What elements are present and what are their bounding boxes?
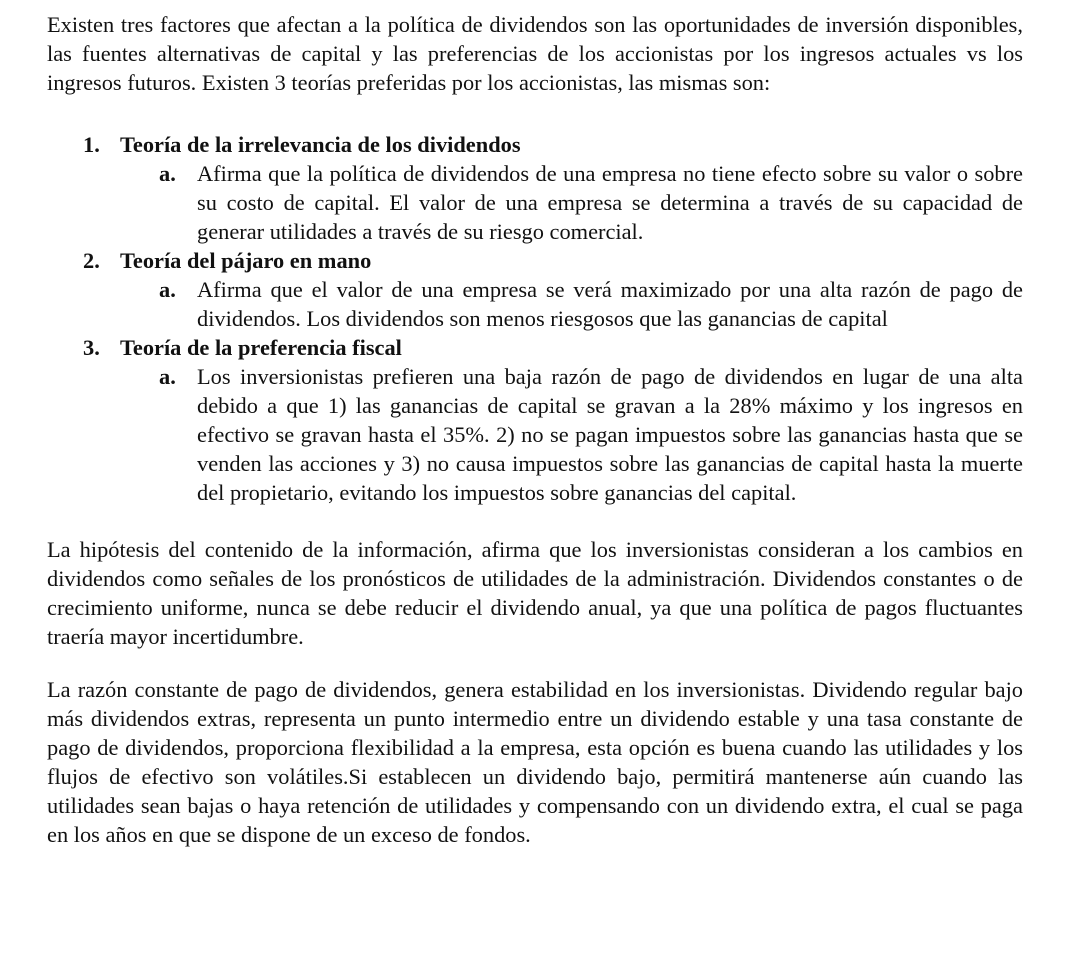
theory-number: 3. bbox=[83, 335, 100, 360]
information-content-paragraph: La hipótesis del contenido de la información, afirma que los inversionistas consideran a los cambios en dividendos como señales de los pronósticos de utilidades de la administración. Dividendos constantes o de crecimiento uniforme, nunca se debe reducir el dividendo anual, ya que una política de pagos fluctuantes traería mayor incertidumbre. bbox=[47, 537, 1023, 649]
subitem-letter: a. bbox=[159, 277, 176, 302]
intro-paragraph: Existen tres factores que afectan a la política de dividendos son las oportunidades de inversión disponibles, las fuentes alternativas de capital y las preferencias de los accionistas por los ingresos actuales vs los ingresos futuros. Existen 3 teorías preferidas por los accionistas, las mismas son: bbox=[47, 12, 1023, 95]
dividend-policy-paragraph: La razón constante de pago de dividendos, genera estabilidad en los inversionistas. Dividendo regular bajo más dividendos extras, representa un punto intermedio entre un dividendo estable y una tasa constante de pago de dividendos, proporciona flexibilidad a la empresa, esta opción es buena cuando las utilidades y los flujos de efectivo son volátiles.Si establecen un dividendo bajo, permitirá mantenerse aún cuando las utilidades sean bajas o haya retención de utilidades y compensando con un dividendo extra, el cual se paga en los años en que se dispone de un exceso de fondos. bbox=[47, 677, 1023, 847]
subitem-letter: a. bbox=[159, 161, 176, 186]
theory-subitem bbox=[47, 362, 1023, 507]
subitem-text: Los inversionistas prefieren una baja razón de pago de dividendos en lugar de una alta debido a que 1) las ganancias de capital se gravan a la 28% máximo y los ingresos en efectivo se gravan hasta el 35%. 2) no se pagan impuestos sobre las ganancias hasta que se venden las acciones y 3) no causa impuestos sobre las ganancias de capital hasta la muerte del propietario, evitando los impuestos sobre ganancias del capital. bbox=[197, 364, 1023, 505]
theories-list bbox=[47, 130, 1023, 507]
theory-title: Teoría de la irrelevancia de los dividendos bbox=[120, 132, 521, 157]
theory-heading bbox=[47, 246, 1023, 275]
subitem-text: Afirma que el valor de una empresa se verá maximizado por una alta razón de pago de dividendos. Los dividendos son menos riesgosos que las ganancias de capital bbox=[197, 277, 1023, 331]
theory-subitem bbox=[47, 275, 1023, 333]
theory-title: Teoría del pájaro en mano bbox=[120, 248, 372, 273]
subitem-text: Afirma que la política de dividendos de una empresa no tiene efecto sobre su valor o sobre su costo de capital. El valor de una empresa se determina a través de su capacidad de generar utilidades a través de su riesgo comercial. bbox=[197, 161, 1023, 244]
theory-heading bbox=[47, 130, 1023, 159]
theory-number: 2. bbox=[83, 248, 100, 273]
theory-title: Teoría de la preferencia fiscal bbox=[120, 335, 402, 360]
theory-subitem bbox=[47, 159, 1023, 246]
theory-item bbox=[47, 130, 1023, 246]
theory-heading bbox=[47, 333, 1023, 362]
theory-item bbox=[47, 246, 1023, 333]
theory-number: 1. bbox=[83, 132, 100, 157]
theory-item bbox=[47, 333, 1023, 507]
subitem-letter: a. bbox=[159, 364, 176, 389]
